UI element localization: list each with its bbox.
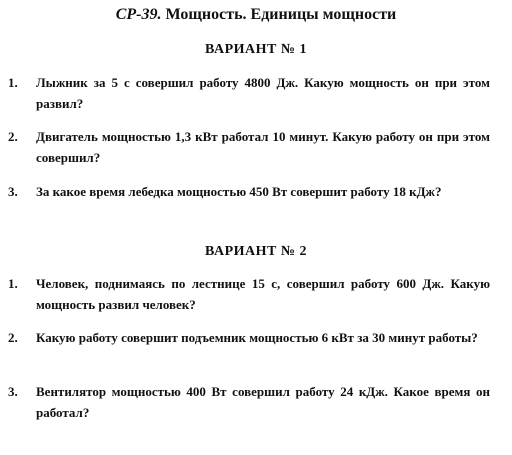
problem-number: 3.	[8, 184, 18, 199]
variant-2-heading: ВАРИАНТ № 2	[205, 244, 307, 259]
page-title	[0, 5, 512, 25]
worksheet-code: СР-39.	[115, 6, 162, 23]
problem-number: 3.	[8, 384, 18, 399]
variant-2-problem-3	[8, 381, 490, 423]
variant-2-problem-1	[8, 273, 490, 315]
problem-text: Какую работу совершит подъемник мощностью 6 кВт за 30 минут работы?	[36, 330, 478, 345]
variant-1-problem-3	[8, 181, 490, 202]
worksheet-title: Мощность. Единицы мощности	[165, 6, 397, 23]
problem-number: 2.	[8, 129, 18, 144]
problem-text: Человек, поднимаясь по лестнице 15 с, совершил работу 600 Дж. Какую мощность развил человек?	[36, 276, 490, 312]
problem-text: Вентилятор мощностью 400 Вт совершил работу 24 кДж. Какое время он работал?	[36, 384, 490, 420]
problem-number: 1.	[8, 75, 18, 90]
problem-text: Двигатель мощностью 1,3 кВт работал 10 минут. Какую работу он при этом совершил?	[36, 129, 490, 165]
variant-1-problem-1	[8, 72, 490, 114]
variant-1-heading: ВАРИАНТ № 1	[205, 42, 307, 57]
problem-number: 2.	[8, 330, 18, 345]
problem-text: Лыжник за 5 с совершил работу 4800 Дж. Какую мощность он при этом развил?	[36, 75, 490, 111]
variant-2-problem-2	[8, 327, 490, 348]
problem-text: За какое время лебедка мощностью 450 Вт совершит работу 18 кДж?	[36, 184, 442, 199]
variant-1-problem-2	[8, 126, 490, 168]
problem-number: 1.	[8, 276, 18, 291]
